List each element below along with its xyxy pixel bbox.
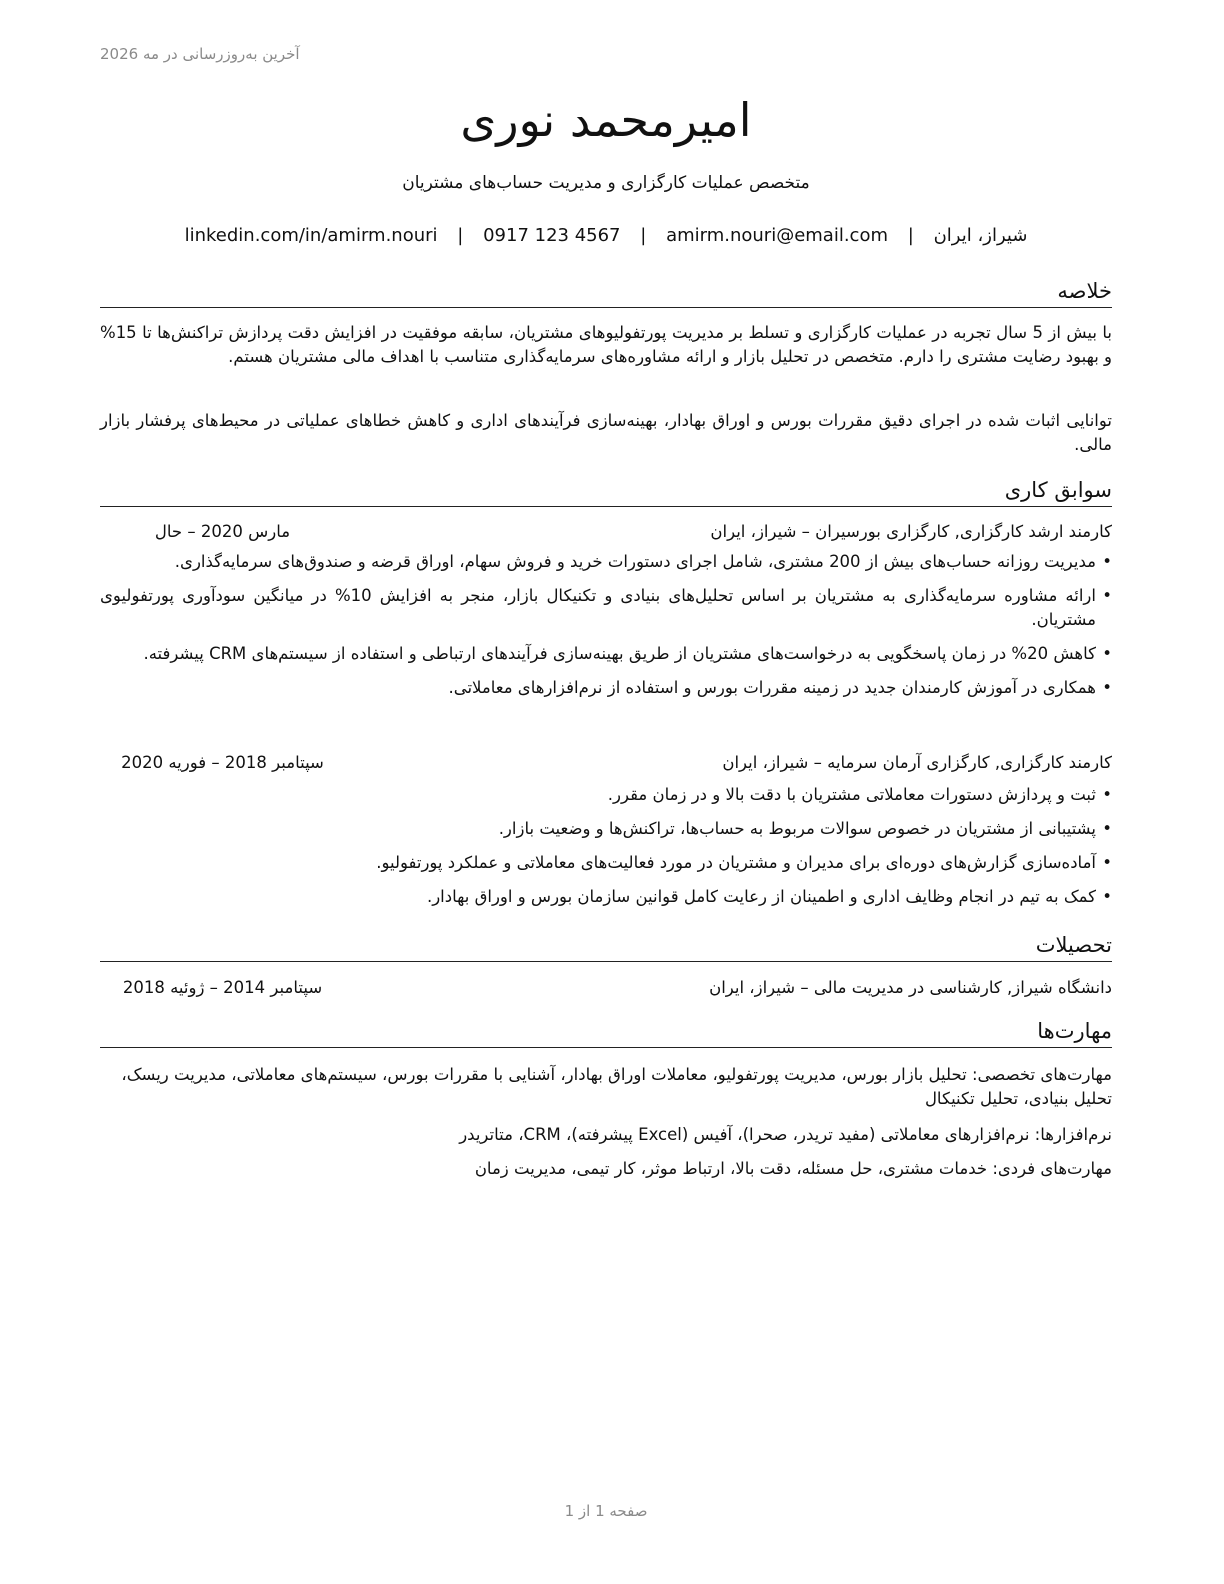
- section-heading-summary: خلاصه: [100, 276, 1112, 308]
- job-bullet: • آماده‌سازی گزارش‌های دوره‌ای برای مدیران و مشتریان در مورد فعالیت‌های معاملاتی و عملکرد پورتفولیو.: [100, 851, 1112, 875]
- contact-linkedin[interactable]: linkedin.com/in/amirm.nouri: [184, 225, 438, 246]
- section-heading-skills: مهارت‌ها: [100, 1016, 1112, 1048]
- education-degree: دانشگاه شیراز, کارشناسی در مدیریت مالی – شیراز، ایران: [709, 978, 1112, 997]
- resume-page: [100, 0, 1112, 1584]
- skills-software: نرم‌افزارها: نرم‌افزارهای معاملاتی (مفید تریدر، صحرا)، آفیس (Excel پیشرفته)، CRM، متاتریدر: [459, 1125, 1112, 1144]
- skills-specialized: مهارت‌های تخصصی: تحلیل بازار بورس، مدیریت پورتفولیو، معاملات اوراق بهادار، آشنایی با مقررات بورس، سیستم‌های معاملاتی، مدیریت ریسک، تحلیل بنیادی، تحلیل تکنیکال: [121, 1065, 1112, 1108]
- last-updated-note: آخرین به‌روزرسانی در مه 2026: [100, 45, 300, 63]
- section-heading-experience: سوابق کاری: [100, 475, 1112, 507]
- contact-separator: |: [457, 225, 464, 246]
- education-entry: [100, 976, 1112, 1000]
- contact-phone[interactable]: 0917 123 4567: [483, 225, 621, 246]
- job-bullet: • ثبت و پردازش دستورات معاملاتی مشتریان با دقت بالا و در زمان مقرر.: [100, 783, 1112, 807]
- candidate-headline: متخصص عملیات کارگزاری و مدیریت حساب‌های مشتریان: [402, 173, 810, 193]
- job-dates: سپتامبر 2018 – فوریه 2020: [121, 753, 324, 772]
- contact-location: شیراز، ایران: [933, 225, 1028, 246]
- contact-separator: |: [640, 225, 647, 246]
- job-bullet: • پشتیبانی از مشتریان در خصوص سوالات مربوط به حساب‌ها، تراکنش‌ها و وضعیت بازار.: [100, 817, 1112, 841]
- job-bullets: [100, 550, 1112, 710]
- summary-paragraph: توانایی اثبات شده در اجرای دقیق مقررات بورس و اوراق بهادار، بهینه‌سازی فرآیندهای اداری و کاهش خطاهای عملیاتی در محیط‌های پرفشار بازار مالی.: [100, 411, 1112, 454]
- job-header: [100, 751, 1112, 775]
- job-title: کارمند کارگزاری, کارگزاری آرمان سرمایه – شیراز، ایران: [722, 753, 1112, 772]
- job-bullets: [100, 783, 1112, 919]
- education-dates: سپتامبر 2014 – ژوئیه 2018: [122, 978, 323, 997]
- job-bullet: • همکاری در آموزش کارمندان جدید در زمینه مقررات بورس و استفاده از نرم‌افزارهای معاملاتی.: [100, 676, 1112, 700]
- skills-personal: مهارت‌های فردی: خدمات مشتری، حل مسئله، دقت بالا، ارتباط موثر، کار تیمی، مدیریت زمان: [474, 1159, 1112, 1178]
- job-bullet: • ارائه مشاوره سرمایه‌گذاری به مشتریان بر اساس تحلیل‌های بنیادی و تکنیکال بازار، منجر به افزایش 10% در میانگین سودآوری پورتفولیوی مشتریان.: [100, 584, 1112, 632]
- contact-separator: |: [907, 225, 914, 246]
- job-dates: مارس 2020 – حال: [154, 522, 291, 541]
- contact-line: [100, 222, 1112, 250]
- candidate-name: امیرمحمد نوری: [460, 93, 752, 147]
- job-bullet: • کاهش 20% در زمان پاسخگویی به درخواست‌های مشتریان از طریق بهینه‌سازی فرآیندهای ارتباطی و استفاده از سیستم‌های CRM پیشرفته.: [100, 642, 1112, 666]
- contact-email[interactable]: amirm.nouri@email.com: [666, 225, 889, 246]
- job-bullet: • کمک به تیم در انجام وظایف اداری و اطمینان از رعایت کامل قوانین سازمان بورس و اوراق بهادار.: [100, 885, 1112, 909]
- job-title: کارمند ارشد کارگزاری, کارگزاری بورسیران – شیراز، ایران: [710, 522, 1112, 541]
- job-header: [100, 520, 1112, 544]
- job-bullet: • مدیریت روزانه حساب‌های بیش از 200 مشتری، شامل اجرای دستورات خرید و فروش سهام، اوراق قرضه و صندوق‌های سرمایه‌گذاری.: [100, 550, 1112, 574]
- page-number: صفحه 1 از 1: [564, 1502, 648, 1520]
- section-heading-education: تحصیلات: [100, 930, 1112, 962]
- summary-paragraph: با بیش از 5 سال تجربه در عملیات کارگزاری و تسلط بر مدیریت پورتفولیوهای مشتریان، سابقه موفقیت در افزایش دقت پردازش تراکنش‌ها تا 15% و بهبود رضایت مشتری را دارم. متخصص در تحلیل بازار و ارائه مشاوره‌های سرمایه‌گذاری متناسب با اهداف مالی مشتریان هستم.: [100, 323, 1112, 366]
